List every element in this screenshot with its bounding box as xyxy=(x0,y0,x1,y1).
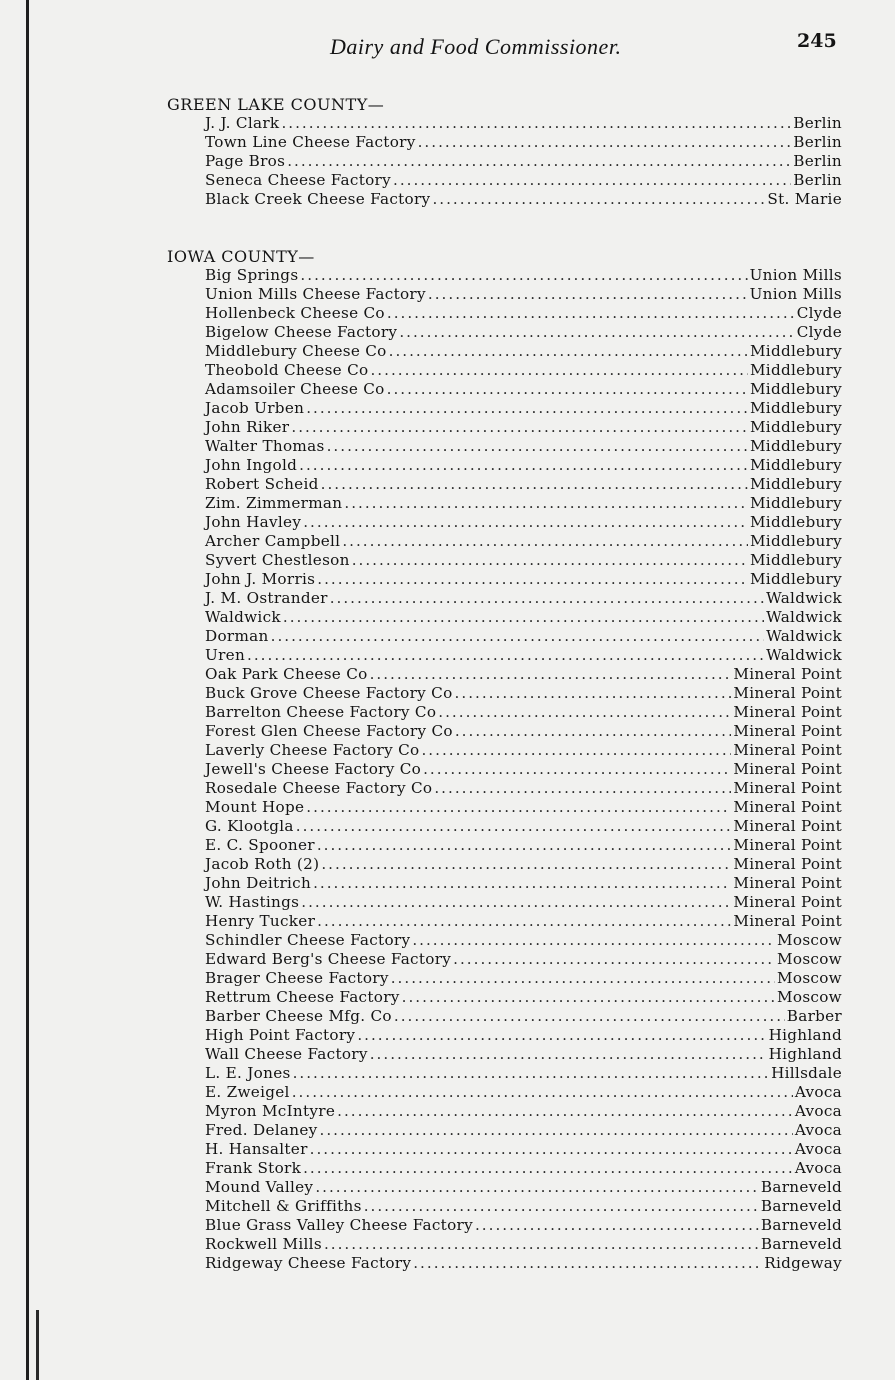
directory-entry xyxy=(205,190,842,209)
town-name: Middlebury xyxy=(749,513,842,531)
dot-leader xyxy=(387,380,748,399)
town-name: Avoca xyxy=(794,1102,842,1120)
directory-entry xyxy=(205,589,842,608)
town-name: Middlebury xyxy=(749,494,842,512)
factory-name: E. Zweigel xyxy=(205,1083,290,1101)
town-name: Barneveld xyxy=(760,1197,842,1215)
dot-leader xyxy=(399,323,794,342)
directory-entry xyxy=(205,152,842,171)
town-name: Mineral Point xyxy=(733,855,842,873)
directory-entry xyxy=(205,760,842,779)
town-name: Barneveld xyxy=(760,1235,842,1253)
dot-leader xyxy=(387,304,795,323)
dot-leader xyxy=(330,589,764,608)
dot-leader xyxy=(296,817,732,836)
town-name: Berlin xyxy=(793,152,842,170)
directory-entry xyxy=(205,285,842,304)
dot-leader xyxy=(434,779,731,798)
dot-leader xyxy=(337,1102,793,1121)
factory-name: Hollenbeck Cheese Co xyxy=(205,304,385,322)
dot-leader xyxy=(432,190,765,209)
directory-entry xyxy=(205,627,842,646)
county-heading: IOWA COUNTY— xyxy=(167,247,315,266)
directory-entry xyxy=(205,817,842,836)
town-name: Moscow xyxy=(777,988,842,1006)
directory-entry xyxy=(205,1159,842,1178)
factory-name: John J. Morris xyxy=(205,570,316,588)
directory-entry xyxy=(205,969,842,988)
factory-name: Jewell's Cheese Factory Co xyxy=(205,760,422,778)
dot-leader xyxy=(301,893,731,912)
directory-entry xyxy=(205,475,842,494)
town-name: Clyde xyxy=(796,323,842,341)
directory-entry xyxy=(205,133,842,152)
town-name: Moscow xyxy=(777,969,842,987)
dot-leader xyxy=(370,361,747,380)
dot-leader xyxy=(247,646,764,665)
town-name: Mineral Point xyxy=(733,893,842,911)
dot-leader xyxy=(327,437,748,456)
directory-entry xyxy=(205,646,842,665)
directory-entry xyxy=(205,1197,842,1216)
directory-entry xyxy=(205,950,842,969)
green-lake-county-section xyxy=(167,96,842,209)
factory-name: Mount Hope xyxy=(205,798,305,816)
directory-entry xyxy=(205,741,842,760)
directory-entry xyxy=(205,437,842,456)
directory-entry xyxy=(205,1007,842,1026)
town-name: Middlebury xyxy=(749,475,842,493)
dot-leader xyxy=(423,760,731,779)
factory-name: Schindler Cheese Factory xyxy=(205,931,411,949)
factory-name: W. Hastings xyxy=(205,893,300,911)
factory-name: Barber Cheese Mfg. Co xyxy=(205,1007,392,1025)
town-name: Waldwick xyxy=(766,646,842,664)
dot-leader xyxy=(306,399,748,418)
factory-name: John Ingold xyxy=(205,456,298,474)
directory-entry xyxy=(205,1254,842,1273)
town-name: Moscow xyxy=(777,931,842,949)
dot-leader xyxy=(310,1140,793,1159)
town-name: Berlin xyxy=(793,171,842,189)
directory-entry xyxy=(205,342,842,361)
factory-name: L. E. Jones xyxy=(205,1064,291,1082)
town-name: Moscow xyxy=(777,950,842,968)
factory-name: Black Creek Cheese Factory xyxy=(205,190,431,208)
iowa-entry-list xyxy=(167,266,842,1273)
dot-leader xyxy=(364,1197,759,1216)
town-name: Middlebury xyxy=(749,551,842,569)
dot-leader xyxy=(321,855,731,874)
factory-name: Jacob Roth (2) xyxy=(205,855,320,873)
town-name: Union Mills xyxy=(749,285,842,303)
town-name: Mineral Point xyxy=(733,722,842,740)
directory-entry xyxy=(205,1121,842,1140)
factory-name: Waldwick xyxy=(205,608,281,626)
dot-leader xyxy=(475,1216,759,1235)
town-name: Middlebury xyxy=(749,570,842,588)
factory-name: Henry Tucker xyxy=(205,912,316,930)
factory-name: Rockwell Mills xyxy=(205,1235,322,1253)
factory-name: Brager Cheese Factory xyxy=(205,969,389,987)
running-title: Dairy and Food Commissioner. xyxy=(330,34,622,59)
dot-leader xyxy=(287,152,791,171)
factory-name: Middlebury Cheese Co xyxy=(205,342,387,360)
town-name: Berlin xyxy=(793,114,842,132)
town-name: Waldwick xyxy=(766,627,842,645)
factory-name: John Deitrich xyxy=(205,874,312,892)
town-name: Mineral Point xyxy=(733,874,842,892)
factory-name: Mitchell & Griffiths xyxy=(205,1197,362,1215)
directory-entry xyxy=(205,684,842,703)
directory-entry xyxy=(205,836,842,855)
town-name: Mineral Point xyxy=(733,912,842,930)
directory-entry xyxy=(205,494,842,513)
dot-leader xyxy=(293,1064,769,1083)
page-binding-edge xyxy=(26,0,29,1380)
dot-leader xyxy=(281,114,791,133)
dot-leader xyxy=(283,608,764,627)
directory-entry xyxy=(205,513,842,532)
dot-leader xyxy=(291,418,748,437)
factory-name: Union Mills Cheese Factory xyxy=(205,285,426,303)
town-name: St. Marie xyxy=(767,190,842,208)
directory-entry xyxy=(205,361,842,380)
dot-leader xyxy=(352,551,748,570)
directory-entry xyxy=(205,722,842,741)
factory-name: Frank Stork xyxy=(205,1159,302,1177)
factory-name: Rosedale Cheese Factory Co xyxy=(205,779,433,797)
directory-entry xyxy=(205,304,842,323)
dot-leader xyxy=(389,342,748,361)
dot-leader xyxy=(324,1235,759,1254)
town-name: Ridgeway xyxy=(764,1254,842,1272)
dot-leader xyxy=(292,1083,793,1102)
dot-leader xyxy=(370,1045,767,1064)
directory-entry xyxy=(205,114,842,133)
town-name: Mineral Point xyxy=(733,760,842,778)
dot-leader xyxy=(455,722,732,741)
town-name: Mineral Point xyxy=(733,741,842,759)
factory-name: Bigelow Cheese Factory xyxy=(205,323,398,341)
directory-entry xyxy=(205,532,842,551)
green-lake-entry-list xyxy=(167,114,842,209)
dot-leader xyxy=(344,494,748,513)
factory-name: Dorman xyxy=(205,627,269,645)
factory-name: Page Bros xyxy=(205,152,286,170)
dot-leader xyxy=(370,665,732,684)
factory-name: Seneca Cheese Factory xyxy=(205,171,391,189)
directory-entry xyxy=(205,1140,842,1159)
town-name: Mineral Point xyxy=(733,817,842,835)
dot-leader xyxy=(317,570,748,589)
town-name: Mineral Point xyxy=(733,703,842,721)
town-name: Highland xyxy=(768,1045,842,1063)
factory-name: G. Klootgla xyxy=(205,817,294,835)
town-name: Avoca xyxy=(794,1140,842,1158)
town-name: Berlin xyxy=(793,133,842,151)
dot-leader xyxy=(303,513,748,532)
dot-leader xyxy=(418,133,792,152)
dot-leader xyxy=(317,836,732,855)
factory-name: Zim. Zimmerman xyxy=(205,494,343,512)
factory-name: Theobold Cheese Co xyxy=(205,361,369,379)
dot-leader xyxy=(455,684,732,703)
town-name: Middlebury xyxy=(749,380,842,398)
town-name: Middlebury xyxy=(749,456,842,474)
factory-name: Ridgeway Cheese Factory xyxy=(205,1254,412,1272)
factory-name: E. C. Spooner xyxy=(205,836,315,854)
directory-entry xyxy=(205,874,842,893)
factory-name: Rettrum Cheese Factory xyxy=(205,988,400,1006)
factory-name: Walter Thomas xyxy=(205,437,325,455)
factory-name: Uren xyxy=(205,646,246,664)
factory-name: Archer Campbell xyxy=(205,532,341,550)
page-binding-edge-lower xyxy=(36,1310,39,1380)
directory-entry xyxy=(205,551,842,570)
dot-leader xyxy=(320,1121,793,1140)
factory-name: J. M. Ostrander xyxy=(205,589,328,607)
dot-leader xyxy=(271,627,764,646)
factory-name: Robert Scheid xyxy=(205,475,319,493)
dot-leader xyxy=(317,912,731,931)
factory-name: H. Hansalter xyxy=(205,1140,308,1158)
dot-leader xyxy=(303,1159,793,1178)
factory-name: John Riker xyxy=(205,418,290,436)
directory-entry xyxy=(205,798,842,817)
factory-name: Syvert Chestleson xyxy=(205,551,350,569)
town-name: Waldwick xyxy=(766,608,842,626)
directory-entry xyxy=(205,418,842,437)
town-name: Middlebury xyxy=(749,532,842,550)
dot-leader xyxy=(421,741,731,760)
dot-leader xyxy=(402,988,775,1007)
directory-entry xyxy=(205,893,842,912)
factory-name: Town Line Cheese Factory xyxy=(205,133,416,151)
factory-name: Forest Glen Cheese Factory Co xyxy=(205,722,453,740)
factory-name: Mound Valley xyxy=(205,1178,314,1196)
town-name: Mineral Point xyxy=(733,779,842,797)
directory-entry xyxy=(205,380,842,399)
town-name: Waldwick xyxy=(766,589,842,607)
county-heading: GREEN LAKE COUNTY— xyxy=(167,95,385,114)
dot-leader xyxy=(391,969,775,988)
town-name: Highland xyxy=(768,1026,842,1044)
factory-name: Adamsoiler Cheese Co xyxy=(205,380,385,398)
directory-entry xyxy=(205,456,842,475)
town-name: Middlebury xyxy=(749,342,842,360)
factory-name: Buck Grove Cheese Factory Co xyxy=(205,684,453,702)
factory-name: Fred. Delaney xyxy=(205,1121,318,1139)
dot-leader xyxy=(306,798,731,817)
factory-name: John Havley xyxy=(205,513,302,531)
dot-leader xyxy=(428,285,748,304)
dot-leader xyxy=(299,456,748,475)
town-name: Mineral Point xyxy=(733,665,842,683)
dot-leader xyxy=(413,1254,762,1273)
page-number: 245 xyxy=(797,30,837,52)
dot-leader xyxy=(438,703,731,722)
factory-name: Wall Cheese Factory xyxy=(205,1045,368,1063)
directory-entry xyxy=(205,1235,842,1254)
town-name: Middlebury xyxy=(749,437,842,455)
iowa-county-section xyxy=(167,248,842,1273)
factory-name: High Point Factory xyxy=(205,1026,356,1044)
town-name: Barneveld xyxy=(760,1216,842,1234)
town-name: Barber xyxy=(786,1007,842,1025)
town-name: Mineral Point xyxy=(733,836,842,854)
directory-entry xyxy=(205,703,842,722)
dot-leader xyxy=(300,266,747,285)
dot-leader xyxy=(394,1007,785,1026)
factory-name: Edward Berg's Cheese Factory xyxy=(205,950,452,968)
directory-entry xyxy=(205,171,842,190)
directory-entry xyxy=(205,1216,842,1235)
dot-leader xyxy=(321,475,748,494)
directory-entry xyxy=(205,323,842,342)
factory-name: Oak Park Cheese Co xyxy=(205,665,368,683)
directory-entry xyxy=(205,570,842,589)
dot-leader xyxy=(453,950,775,969)
factory-name: Big Springs xyxy=(205,266,299,284)
factory-name: Blue Grass Valley Cheese Factory xyxy=(205,1216,473,1234)
dot-leader xyxy=(315,1178,759,1197)
directory-entry xyxy=(205,912,842,931)
directory-entry xyxy=(205,931,842,950)
directory-entry xyxy=(205,1045,842,1064)
town-name: Hillsdale xyxy=(771,1064,842,1082)
directory-entry xyxy=(205,779,842,798)
town-name: Mineral Point xyxy=(733,684,842,702)
town-name: Mineral Point xyxy=(733,798,842,816)
factory-name: Jacob Urben xyxy=(205,399,305,417)
town-name: Middlebury xyxy=(749,399,842,417)
town-name: Avoca xyxy=(794,1121,842,1139)
town-name: Avoca xyxy=(794,1083,842,1101)
directory-entry xyxy=(205,399,842,418)
town-name: Middlebury xyxy=(749,418,842,436)
directory-entry xyxy=(205,1083,842,1102)
factory-name: Laverly Cheese Factory Co xyxy=(205,741,420,759)
town-name: Middlebury xyxy=(749,361,842,379)
factory-name: Barrelton Cheese Factory Co xyxy=(205,703,437,721)
town-name: Avoca xyxy=(794,1159,842,1177)
dot-leader xyxy=(357,1026,766,1045)
directory-entry xyxy=(205,608,842,627)
factory-name: Myron McIntyre xyxy=(205,1102,336,1120)
town-name: Clyde xyxy=(796,304,842,322)
directory-entry xyxy=(205,855,842,874)
dot-leader xyxy=(412,931,775,950)
directory-entry xyxy=(205,266,842,285)
directory-entry xyxy=(205,665,842,684)
dot-leader xyxy=(342,532,748,551)
town-name: Union Mills xyxy=(749,266,842,284)
town-name: Barneveld xyxy=(760,1178,842,1196)
directory-entry xyxy=(205,1178,842,1197)
dot-leader xyxy=(313,874,731,893)
factory-name: J. J. Clark xyxy=(205,114,280,132)
directory-entry xyxy=(205,1026,842,1045)
directory-entry xyxy=(205,1102,842,1121)
dot-leader xyxy=(393,171,791,190)
directory-entry xyxy=(205,1064,842,1083)
directory-entry xyxy=(205,988,842,1007)
